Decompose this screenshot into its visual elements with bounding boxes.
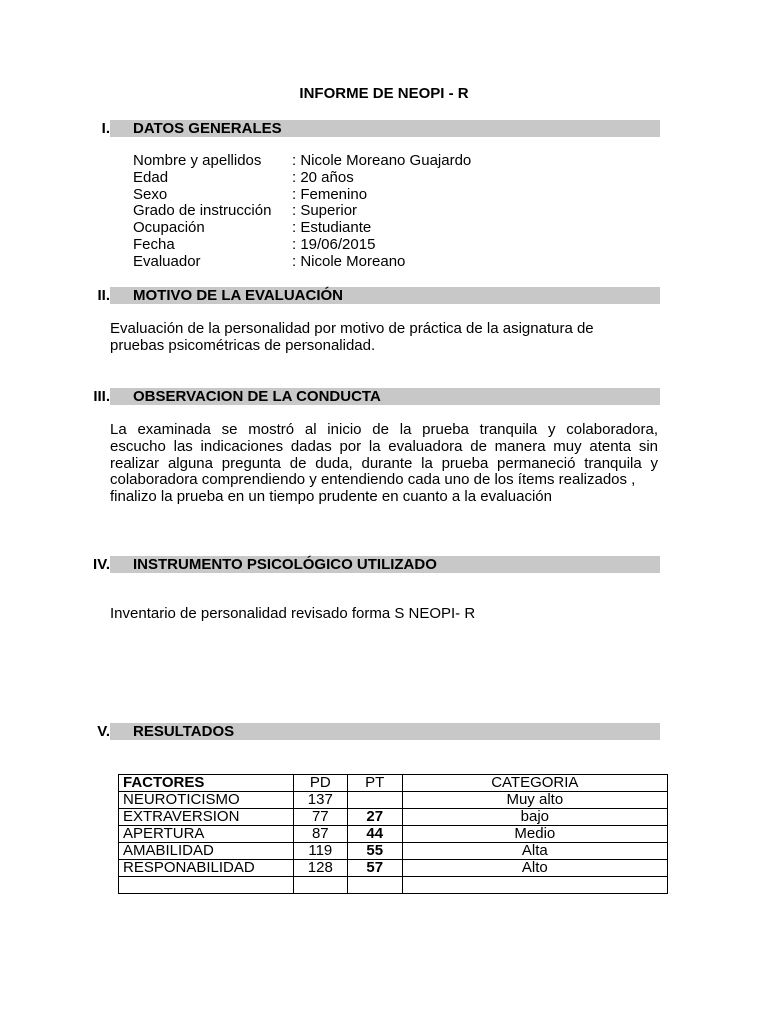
cell-pd: 87 [293, 826, 347, 843]
section-number: II. [97, 287, 110, 304]
table-row [119, 792, 668, 809]
results-table [118, 774, 668, 894]
field-label: Sexo [133, 185, 168, 203]
motivo-paragraph [110, 321, 658, 355]
section-title: DATOS GENERALES [133, 120, 282, 137]
table-row [119, 843, 668, 860]
cell-factor: AMABILIDAD [119, 843, 294, 860]
table-row-empty [119, 877, 668, 894]
section-title: MOTIVO DE LA EVALUACIÓN [133, 287, 343, 304]
field-label: Evaluador [133, 252, 201, 270]
section-header-datos-generales [88, 120, 660, 137]
cell-categoria: Medio [402, 826, 667, 843]
cell-pt: 44 [347, 826, 402, 843]
paragraph-line: pruebas psicométricas de personalidad. [110, 336, 376, 354]
table-row [119, 860, 668, 877]
field-value: : 20 años [292, 168, 354, 186]
field-label: Edad [133, 168, 169, 186]
column-header-pt: PT [347, 775, 402, 792]
cell-pt [347, 792, 402, 809]
cell-pd [293, 877, 347, 894]
column-header-pd: PD [293, 775, 347, 792]
table-row [119, 809, 668, 826]
cell-factor: RESPONABILIDAD [119, 860, 294, 877]
cell-categoria: Alto [402, 860, 667, 877]
section-number: III. [93, 388, 110, 405]
document-title: INFORME DE NEOPI - R [299, 85, 469, 102]
cell-categoria: bajo [402, 809, 667, 826]
observacion-paragraph [110, 422, 658, 506]
column-header-factores: FACTORES [119, 775, 294, 792]
cell-factor [119, 877, 294, 894]
cell-pt [347, 877, 402, 894]
field-value: : 19/06/2015 [292, 235, 376, 253]
paragraph-line: escucho las indicaciones dadas por la evaluadora de manera muy atenta sin [110, 437, 658, 455]
cell-pd: 128 [293, 860, 347, 877]
field-label: Grado de instrucción [133, 202, 272, 220]
field-label: Nombre y apellidos [133, 152, 262, 169]
paragraph-line: Evaluación de la personalidad por motivo de práctica de la asignatura de [110, 320, 594, 337]
section-number: V. [97, 723, 110, 740]
cell-pt: 27 [347, 809, 402, 826]
table-header-row [119, 775, 668, 792]
field-value: : Femenino [292, 185, 368, 203]
section-header-instrumento [88, 556, 660, 573]
cell-pt: 57 [347, 860, 402, 877]
field-value: : Superior [292, 202, 358, 220]
section-title: RESULTADOS [133, 723, 235, 740]
section-header-motivo [88, 287, 660, 304]
field-label: Fecha [133, 235, 175, 253]
cell-categoria: Alta [402, 843, 667, 860]
cell-pd: 119 [293, 843, 347, 860]
cell-pt: 55 [347, 843, 402, 860]
paragraph-line: realizar alguna pregunta de duda, durante la prueba permaneció tranquila y [110, 454, 658, 472]
paragraph-line: La examinada se mostró al inicio de la prueba tranquila y colaboradora, [110, 421, 658, 438]
paragraph-line: colaboradora comprendiendo y entendiendo cada uno de los ítems realizados , [110, 471, 636, 489]
section-header-observacion [88, 388, 660, 405]
section-header-resultados [88, 723, 660, 740]
section-title: OBSERVACION DE LA CONDUCTA [133, 388, 381, 405]
cell-categoria: Muy alto [402, 792, 667, 809]
field-label: Ocupación [133, 219, 205, 237]
section-number: IV. [93, 556, 110, 573]
table-row [119, 826, 668, 843]
cell-categoria [402, 877, 667, 894]
cell-pd: 137 [293, 792, 347, 809]
cell-factor: NEUROTICISMO [119, 792, 294, 809]
field-value: : Nicole Moreano [292, 252, 406, 270]
cell-factor: EXTRAVERSION [119, 809, 294, 826]
column-header-categoria: CATEGORIA [402, 775, 667, 792]
cell-factor: APERTURA [119, 826, 294, 843]
section-number: I. [101, 120, 110, 137]
field-value: : Nicole Moreano Guajardo [292, 152, 472, 169]
instrumento-text: Inventario de personalidad revisado forma S NEOPI- R [110, 605, 476, 622]
field-value: : Estudiante [292, 219, 372, 237]
cell-pd: 77 [293, 809, 347, 826]
paragraph-line: finalizo la prueba en un tiempo prudente en cuanto a la evaluación [110, 488, 552, 506]
section-title: INSTRUMENTO PSICOLÓGICO UTILIZADO [133, 556, 437, 573]
